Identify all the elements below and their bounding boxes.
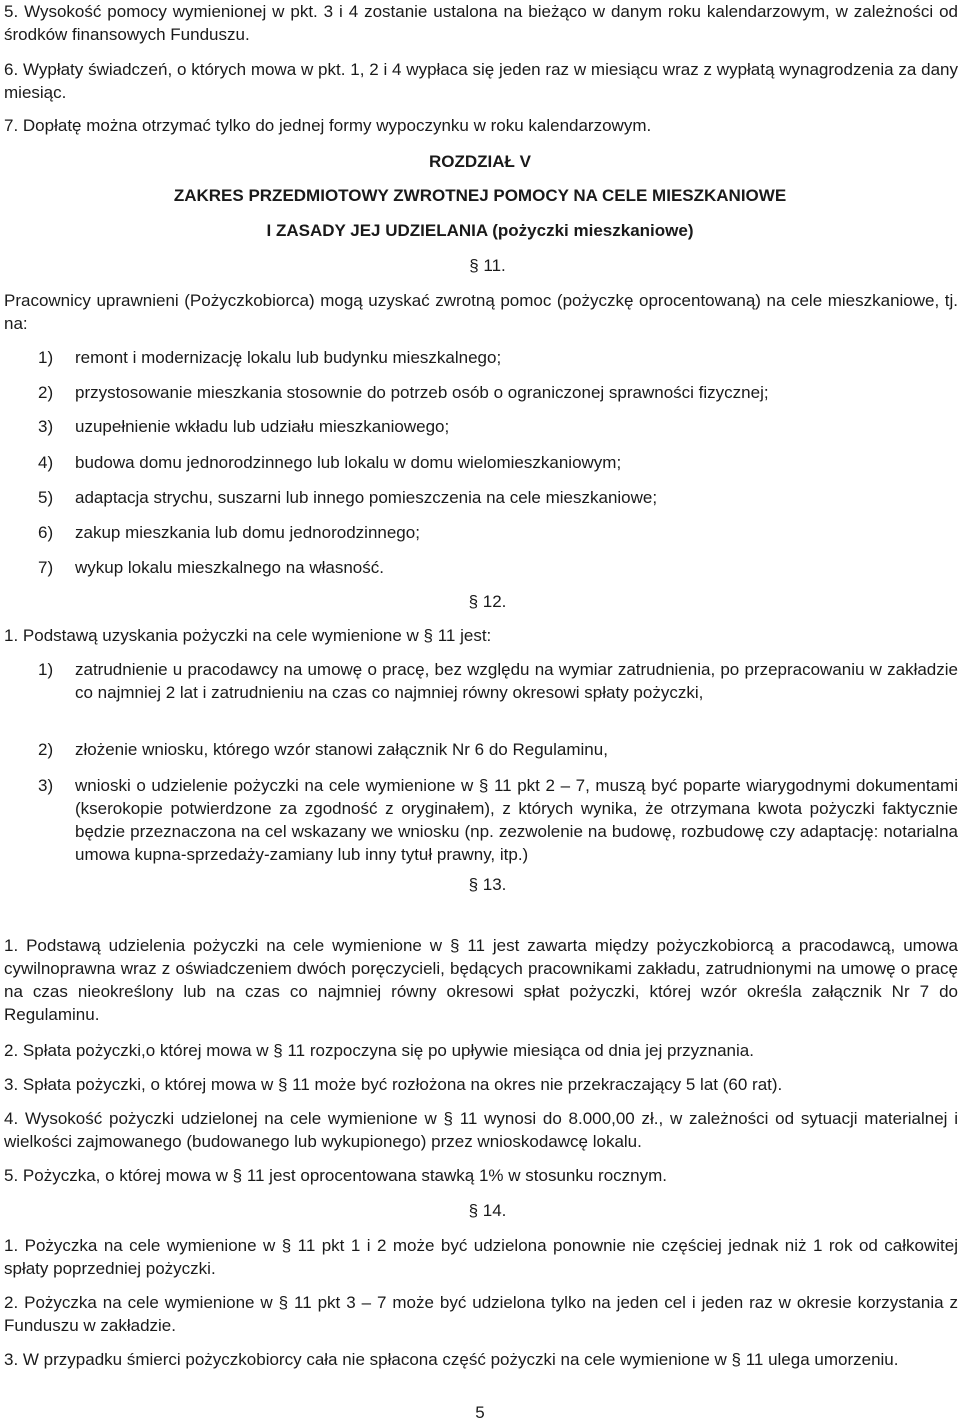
list-item bbox=[38, 381, 958, 404]
section-13-paragraph-1: 1. Podstawą udzielenia pożyczki na cele wymienione w § 11 jest zawarta między pożyczkobiorcą a pracodawcą, umowa cywilnoprawna wraz z oświadczeniem dwóch poręczycieli, będących pracownikami zakładu, zatrudnionymi na umowę o pracę na czas nieokreślony lub na czas co najmniej równy okresowi spłat pożyczki, której wzór określa załącznik Nr 7 do Regulaminu. bbox=[4, 936, 958, 1024]
list-item bbox=[38, 415, 958, 438]
list-item-text: budowa domu jednorodzinnego lub lokalu w domu wielomieszkaniowym; bbox=[75, 453, 622, 472]
list-item-number: 3) bbox=[38, 776, 54, 795]
list-item-text: zakup mieszkania lub domu jednorodzinnego; bbox=[75, 523, 420, 542]
section-12-intro: 1. Podstawą uzyskania pożyczki na cele wymienione w § 11 jest: bbox=[4, 626, 492, 645]
list-item-number: 5) bbox=[38, 488, 54, 507]
list-item bbox=[38, 346, 958, 369]
section-13-paragraph-5: 5. Pożyczka, o której mowa w § 11 jest oprocentowana stawką 1% w stosunku rocznym. bbox=[4, 1166, 667, 1185]
list-item-number: 1) bbox=[38, 660, 54, 679]
list-item-text: uzupełnienie wkładu lub udziału mieszkaniowego; bbox=[75, 417, 450, 436]
list-item-number: 3) bbox=[38, 417, 54, 436]
list-item-text: wykup lokalu mieszkalnego na własność. bbox=[75, 558, 384, 577]
chapter-title: ROZDZIAŁ V bbox=[429, 152, 531, 171]
section-11-heading: § 11. bbox=[469, 256, 506, 275]
list-item bbox=[38, 774, 958, 866]
list-item-text: zatrudnienie u pracodawcy na umowę o pracę, bez względu na wymiar zatrudnienia, po przepracowaniu w zakładzie co najmniej 2 lat i zatrudnieniu na czas co najmniej równy okresowi spłaty pożyczki, bbox=[75, 660, 958, 702]
list-item bbox=[38, 738, 958, 761]
list-item-number: 2) bbox=[38, 740, 54, 759]
list-item-text: adaptacja strychu, suszarni lub innego pomieszczenia na cele mieszkaniowe; bbox=[75, 488, 658, 507]
section-14-paragraph-2: 2. Pożyczka na cele wymienione w § 11 pkt 3 – 7 może być udzielona tylko na jeden cel i jeden raz w okresie korzystania z Funduszu w zakładzie. bbox=[4, 1293, 958, 1335]
list-item-text: remont i modernizację lokalu lub budynku mieszkalnego; bbox=[75, 348, 502, 367]
paragraph-6: 6. Wypłaty świadczeń, o których mowa w pkt. 1, 2 i 4 wypłaca się jeden raz w miesiącu wraz z wypłatą wynagrodzenia za dany miesiąc. bbox=[4, 60, 958, 102]
list-item-number: 7) bbox=[38, 558, 54, 577]
list-item bbox=[38, 556, 958, 579]
list-item-text: złożenie wniosku, którego wzór stanowi załącznik Nr 6 do Regulaminu, bbox=[75, 740, 608, 759]
section-13-paragraph-2: 2. Spłata pożyczki,o której mowa w § 11 rozpoczyna się po upływie miesiąca od dnia jej przyznania. bbox=[4, 1041, 754, 1060]
list-item bbox=[38, 451, 958, 474]
list-item bbox=[38, 658, 958, 704]
list-item bbox=[38, 521, 958, 544]
section-14-paragraph-1: 1. Pożyczka na cele wymienione w § 11 pkt 1 i 2 może być udzielona ponownie nie częściej jednak niż 1 rok od całkowitej spłaty poprzedniej pożyczki. bbox=[4, 1236, 958, 1278]
list-item-number: 6) bbox=[38, 523, 54, 542]
section-13-heading: § 13. bbox=[468, 875, 507, 894]
list-item-text: wnioski o udzielenie pożyczki na cele wymienione w § 11 pkt 2 – 7, muszą być poparte wiarygodnymi dokumentami (kserokopie potwierdzone za zgodność z oryginałem), z których wynika, że otrzymana kwota pożyczki faktycznie będzie przeznaczona na cel wskazany we wniosku (np. zezwolenie na budowę, rozbudowę czy adaptację: notarialna umowa kupna-sprzedaży-zamiany lub inny tytuł prawny, itp.) bbox=[75, 776, 958, 864]
section-11-intro: Pracownicy uprawnieni (Pożyczkobiorca) mogą uzyskać zwrotną pomoc (pożyczkę oprocentowaną) na cele mieszkaniowe, tj. na: bbox=[4, 291, 958, 333]
list-item bbox=[38, 486, 958, 509]
section-13-paragraph-4: 4. Wysokość pożyczki udzielonej na cele wymienione w § 11 wynosi do 8.000,00 zł., w zależności od sytuacji materialnej i wielkości zajmowanego (budowanego lub wykupionego) przez wnioskodawcę lokalu. bbox=[4, 1109, 958, 1151]
chapter-subtitle-2: I ZASADY JEJ UDZIELANIA (pożyczki mieszkaniowe) bbox=[266, 221, 694, 240]
list-item-text: przystosowanie mieszkania stosownie do potrzeb osób o ograniczonej sprawności fizycznej; bbox=[75, 383, 769, 402]
page-number: 5 bbox=[475, 1403, 485, 1422]
section-14-paragraph-3: 3. W przypadku śmierci pożyczkobiorcy cała nie spłacona część pożyczki na cele wymienione w § 11 ulega umorzeniu. bbox=[4, 1350, 899, 1369]
section-13-paragraph-3: 3. Spłata pożyczki, o której mowa w § 11 może być rozłożona na okres nie przekraczający 5 lat (60 rat). bbox=[4, 1075, 783, 1094]
list-item-number: 2) bbox=[38, 383, 54, 402]
list-item-number: 1) bbox=[38, 348, 54, 367]
paragraph-7: 7. Dopłatę można otrzymać tylko do jednej formy wypoczynku w roku kalendarzowym. bbox=[4, 116, 652, 135]
section-12-heading: § 12. bbox=[468, 592, 507, 611]
section-14-heading: § 14. bbox=[468, 1201, 507, 1220]
list-item-number: 4) bbox=[38, 453, 54, 472]
chapter-subtitle-1: ZAKRES PRZEDMIOTOWY ZWROTNEJ POMOCY NA CELE MIESZKANIOWE bbox=[173, 186, 787, 205]
paragraph-5: 5. Wysokość pomocy wymienionej w pkt. 3 i 4 zostanie ustalona na bieżąco w danym roku kalendarzowym, w zależności od środków finansowych Funduszu. bbox=[4, 2, 958, 44]
